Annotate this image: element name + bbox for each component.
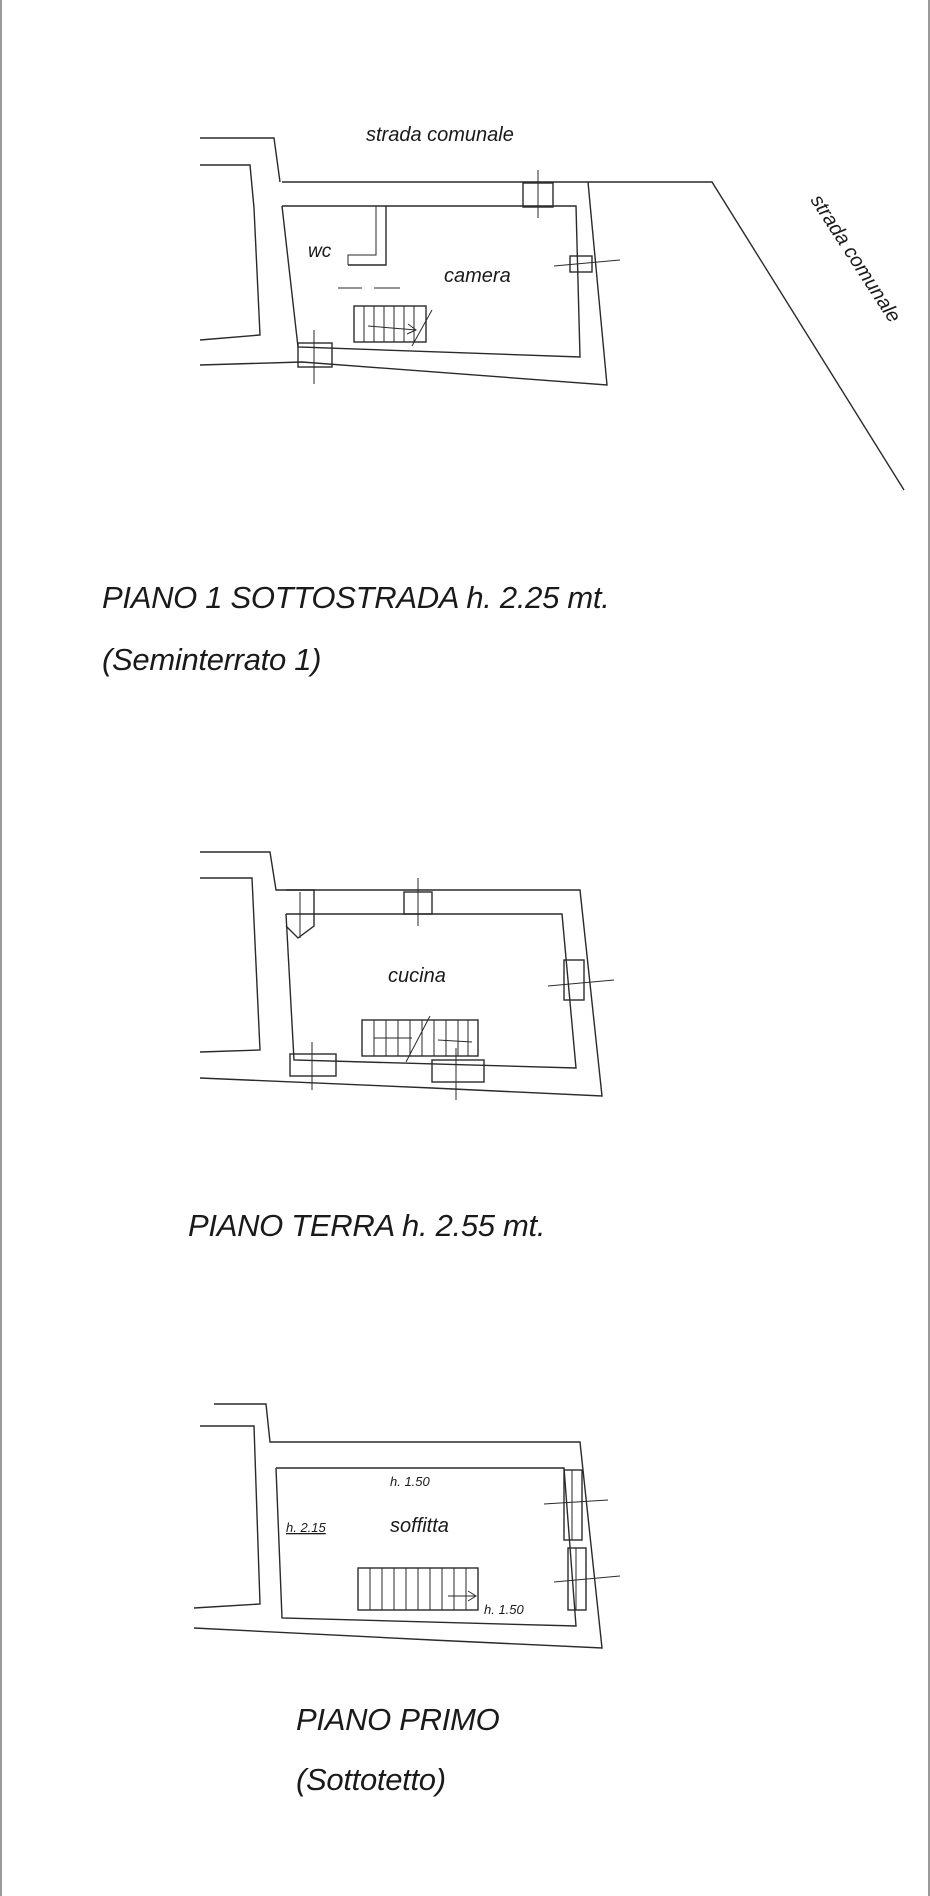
stair-arrow [438, 1040, 472, 1042]
floor-title: PIANO TERRA h. 2.55 mt. [188, 1208, 546, 1243]
inner-wall [282, 206, 580, 357]
outer-wall [200, 878, 260, 1052]
floor-title: PIANO 1 SOTTOSTRADA h. 2.25 mt. [102, 580, 610, 615]
floor-title: PIANO PRIMO [296, 1702, 500, 1737]
room-label-wc: wc [308, 241, 332, 262]
floor-subtitle: (Seminterrato 1) [102, 642, 322, 677]
stair-cut [412, 310, 432, 346]
wc-partition [348, 206, 376, 265]
street-label-rotated: strada comunale [805, 190, 905, 327]
outer-wall [194, 1426, 260, 1608]
stair-steps [364, 306, 414, 342]
outer-wall [200, 138, 280, 182]
outer-wall [200, 208, 260, 340]
plan-terra [2, 820, 930, 1140]
room-label-cucina: cucina [388, 965, 446, 987]
height-mark: h. 1.50 [484, 1602, 524, 1617]
stair-steps [370, 1568, 466, 1610]
plan-seminterrato [2, 0, 930, 560]
plan-primo [2, 1386, 930, 1676]
room-label-soffitta: soffitta [390, 1515, 449, 1537]
height-mark: h. 1.50 [390, 1474, 430, 1489]
inner-wall [276, 1468, 576, 1626]
street-label: strada comunale [366, 124, 514, 146]
wc-partition [348, 206, 386, 265]
stair-arrow [368, 326, 416, 330]
window [290, 1054, 336, 1076]
window [432, 1060, 484, 1082]
stair [354, 306, 426, 342]
inner-wall [286, 914, 576, 1068]
floor-subtitle: (Sottotetto) [296, 1762, 446, 1797]
outer-wall [200, 165, 254, 208]
outer-wall [200, 182, 607, 385]
room-label-camera: camera [444, 265, 511, 287]
height-mark: h. 2.15 [286, 1520, 326, 1535]
